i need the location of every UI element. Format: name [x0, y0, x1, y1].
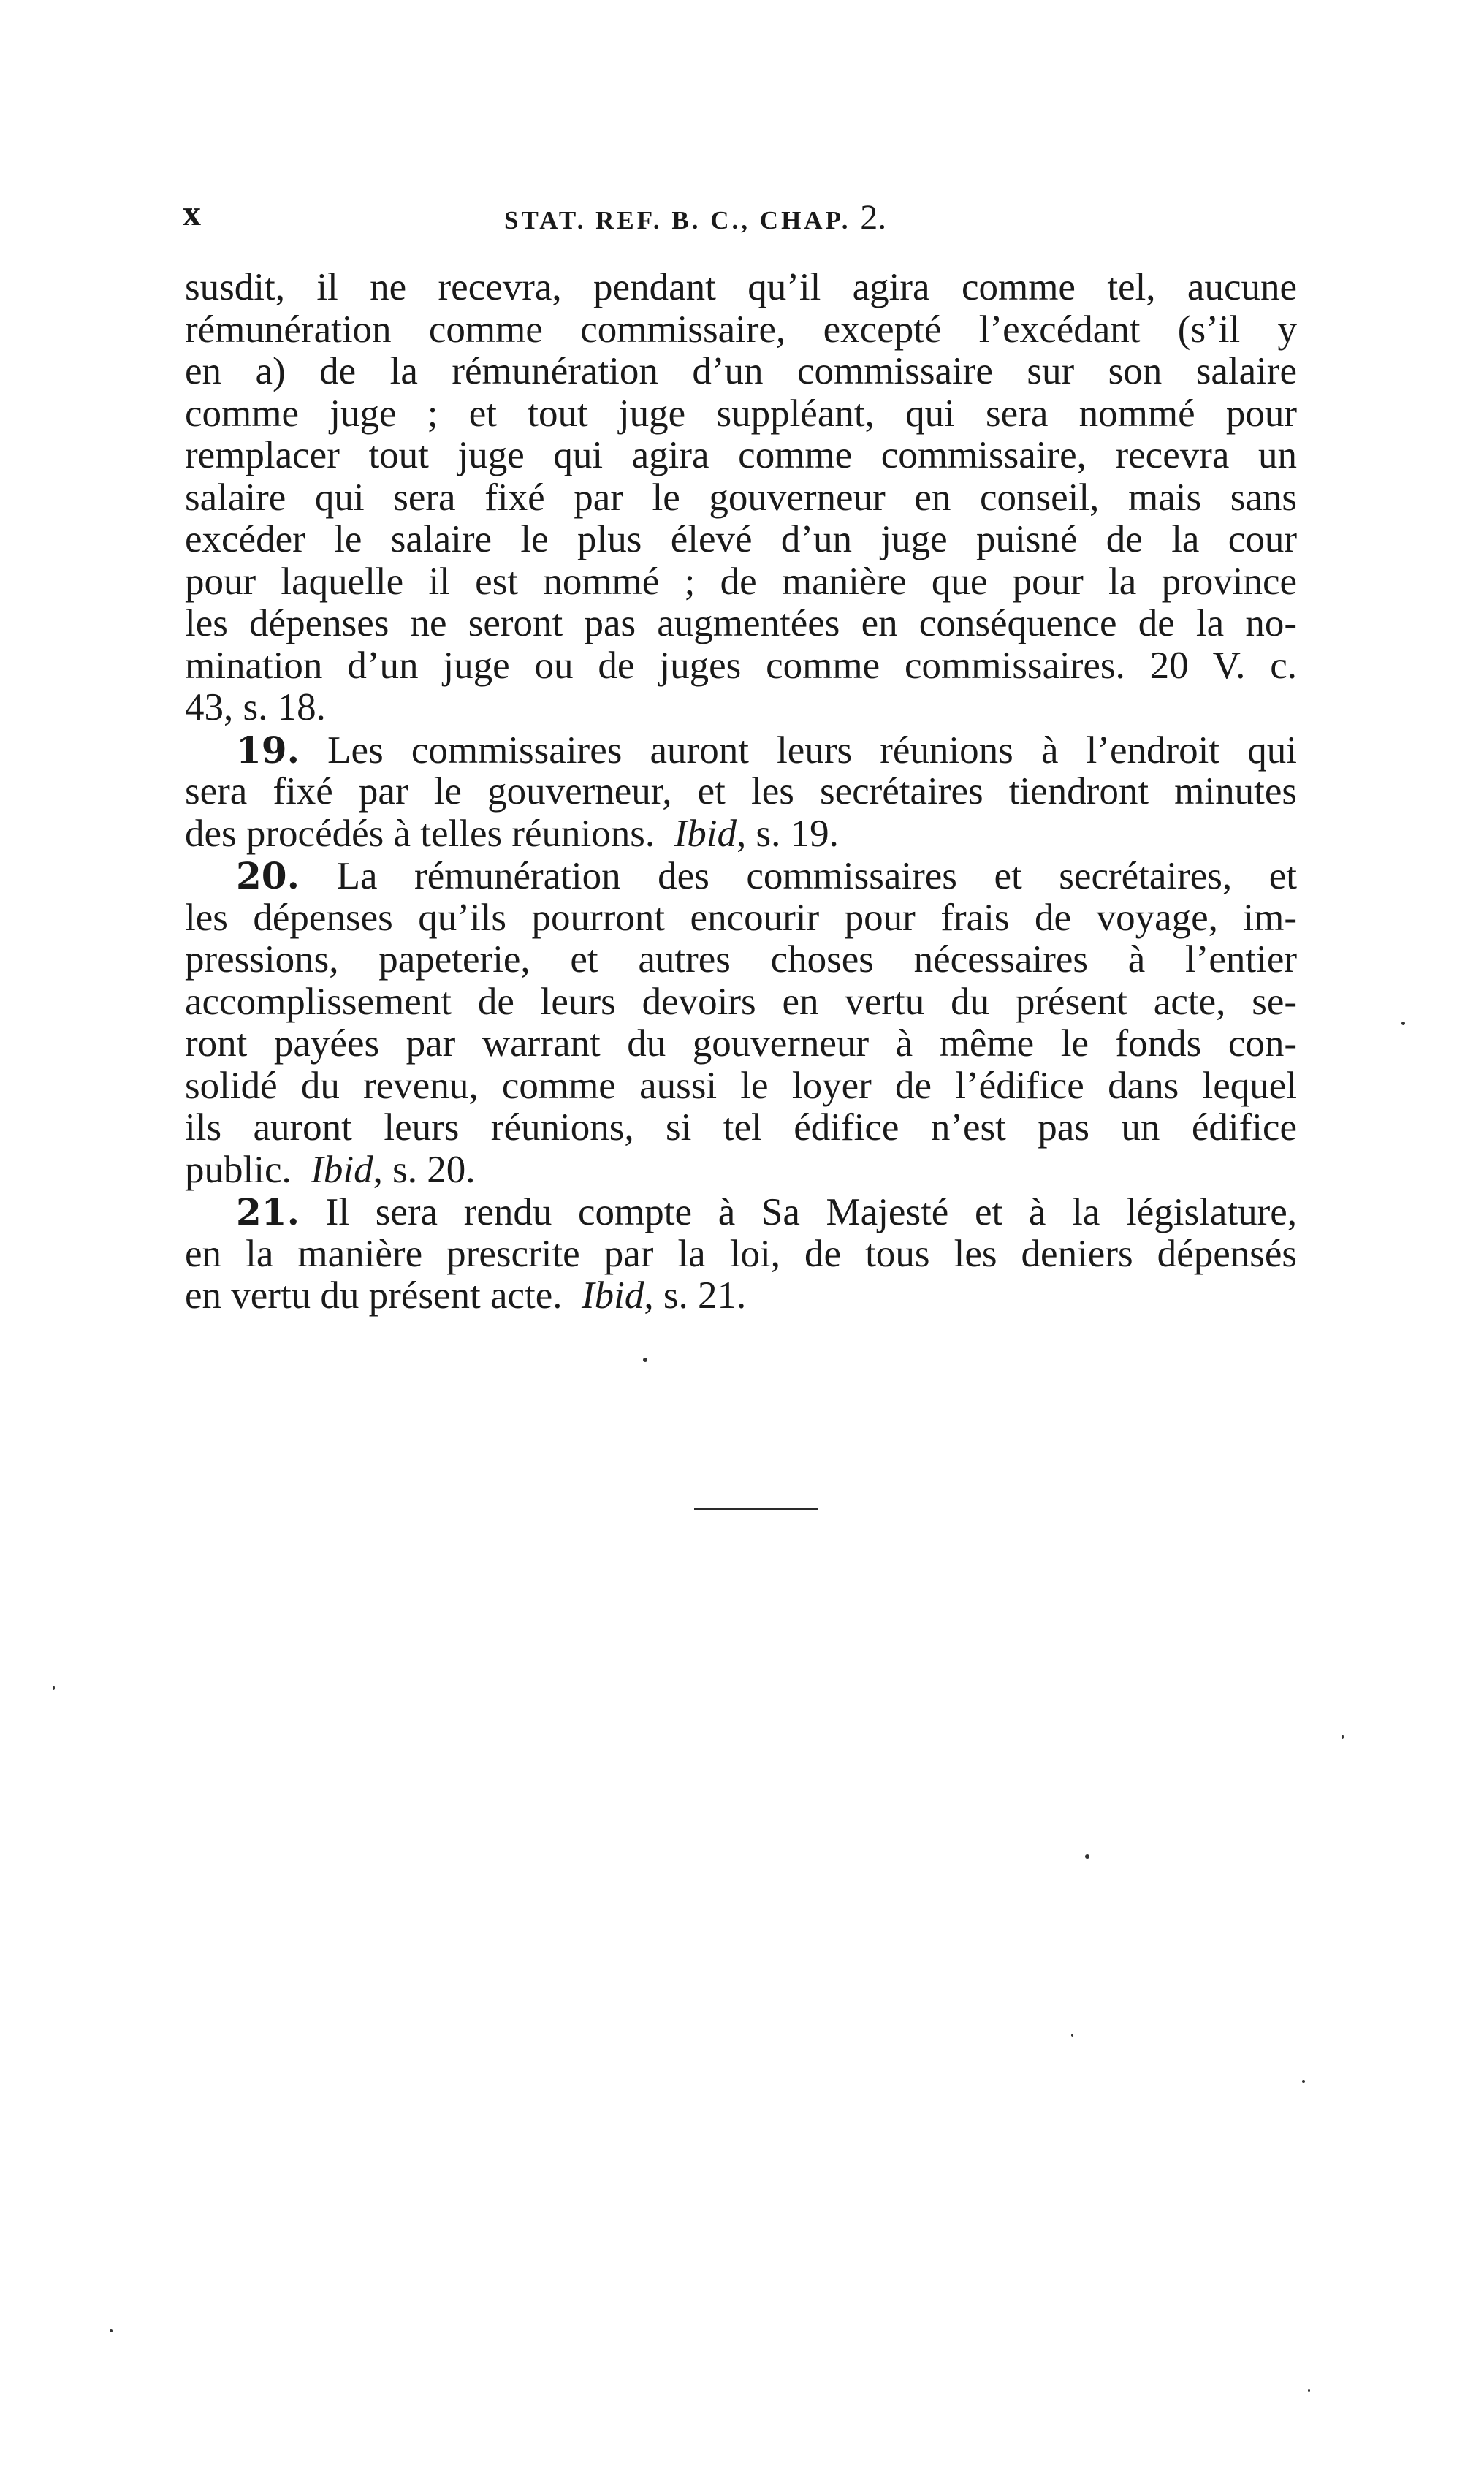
text-line [185, 351, 1297, 393]
section-21-line [185, 1191, 1297, 1233]
line-text: ront payées par warrant du gouverneur à même le fonds con- [185, 1022, 1297, 1065]
line-text: les dépenses ne seront pas augmentées en conséquence de la no- [185, 602, 1297, 644]
line-text: Les commissaires auront leurs réunions à l’endroit qui [327, 728, 1298, 772]
line-text: excéder le salaire le plus élevé d’un juge puisné de la cour [185, 518, 1297, 560]
body-text [185, 267, 1297, 1317]
text-line [185, 477, 1297, 520]
line-text: accomplissement de leurs devoirs en vertu du présent acte, se- [185, 980, 1297, 1023]
line-text: comme juge ; et tout juge suppléant, qui sera nommé pour [185, 392, 1297, 435]
line-text: La rémunération des commissaires et secrétaires, et [336, 855, 1297, 897]
scan-speck [53, 1686, 55, 1690]
text-line [185, 897, 1297, 940]
line-text: pour laquelle il est nommé ; de manière que pour la province [185, 560, 1297, 603]
text-line [185, 813, 1297, 856]
text-line [185, 1275, 1297, 1317]
text-line [185, 519, 1297, 561]
scan-speck [1401, 1022, 1405, 1025]
text-line [185, 603, 1297, 645]
line-text: des procédés à telles réunions. [185, 812, 655, 855]
text-line [185, 267, 1297, 309]
line-text: solidé du revenu, comme aussi le loyer de l’édifice dans lequel [185, 1064, 1297, 1107]
scan-speck [1071, 2034, 1073, 2037]
text-line [185, 981, 1297, 1024]
line-text: en vertu du présent acte. [185, 1274, 563, 1317]
citation-ibid: Ibid [311, 1148, 373, 1191]
text-line [185, 1107, 1297, 1149]
text-line [185, 1065, 1297, 1108]
section-number: 21. [236, 1190, 300, 1233]
line-text: les dépenses qu’ils pourront encourir pour frais de voyage, im- [185, 896, 1297, 939]
scan-speck [1302, 2080, 1305, 2083]
text-line [185, 687, 1297, 729]
scan-speck [110, 2329, 113, 2332]
text-line [185, 1149, 1297, 1192]
chapter-number: 2. [860, 198, 887, 237]
line-text: remplacer tout juge qui agira comme commissaire, recevra un [185, 434, 1297, 476]
line-text: susdit, il ne recevra, pendant qu’il agira comme tel, aucune [185, 266, 1297, 308]
section-20-line [185, 855, 1297, 897]
scan-speck [1308, 2389, 1310, 2392]
line-text: public. [185, 1148, 292, 1191]
section-number: 20. [236, 854, 300, 897]
citation-ibid: Ibid [582, 1274, 644, 1317]
text-line [185, 1233, 1297, 1276]
text-line [185, 309, 1297, 351]
section-number: 19. [236, 728, 300, 772]
running-title [504, 197, 886, 237]
line-text: en la manière prescrite par la loi, de tous les deniers dépensés [185, 1232, 1297, 1275]
line-text: rémunération comme commissaire, excepté l’excédant (s’il y [185, 308, 1297, 351]
text-line [185, 1023, 1297, 1065]
scan-speck [1085, 1854, 1089, 1859]
text-line [185, 393, 1297, 435]
text-line [185, 645, 1297, 688]
line-text: ils auront leurs réunions, si tel édifice n’est pas un édifice [185, 1106, 1297, 1149]
text-line [185, 561, 1297, 604]
text-line [185, 939, 1297, 981]
running-head [183, 191, 1293, 243]
scan-speck [643, 1358, 647, 1362]
line-text: mination d’un juge ou de juges comme commissaires. 20 V. c. [185, 644, 1297, 687]
line-text: 43, s. 18. [185, 686, 326, 728]
line-text: salaire qui sera fixé par le gouverneur en conseil, mais sans [185, 476, 1297, 519]
section-19-line [185, 729, 1297, 772]
scan-speck [1342, 1735, 1344, 1739]
citation-ref: , s. 19. [737, 812, 839, 855]
line-text: sera fixé par le gouverneur, et les secrétaires tiendront minutes [185, 770, 1297, 813]
running-title-text: STAT. REF. B. C., CHAP. [504, 206, 851, 235]
citation-ref: , s. 20. [373, 1148, 476, 1191]
text-line [185, 771, 1297, 813]
end-rule [694, 1508, 818, 1510]
page-number: x [183, 192, 202, 233]
citation-ibid: Ibid [674, 812, 737, 855]
citation-ref: , s. 21. [644, 1274, 747, 1317]
line-text: Il sera rendu compte à Sa Majesté et à la législature, [325, 1191, 1298, 1233]
text-line [185, 435, 1297, 477]
line-text: en a) de la rémunération d’un commissaire sur son salaire [185, 350, 1297, 392]
line-text: pressions, papeterie, et autres choses nécessaires à l’entier [185, 938, 1297, 981]
